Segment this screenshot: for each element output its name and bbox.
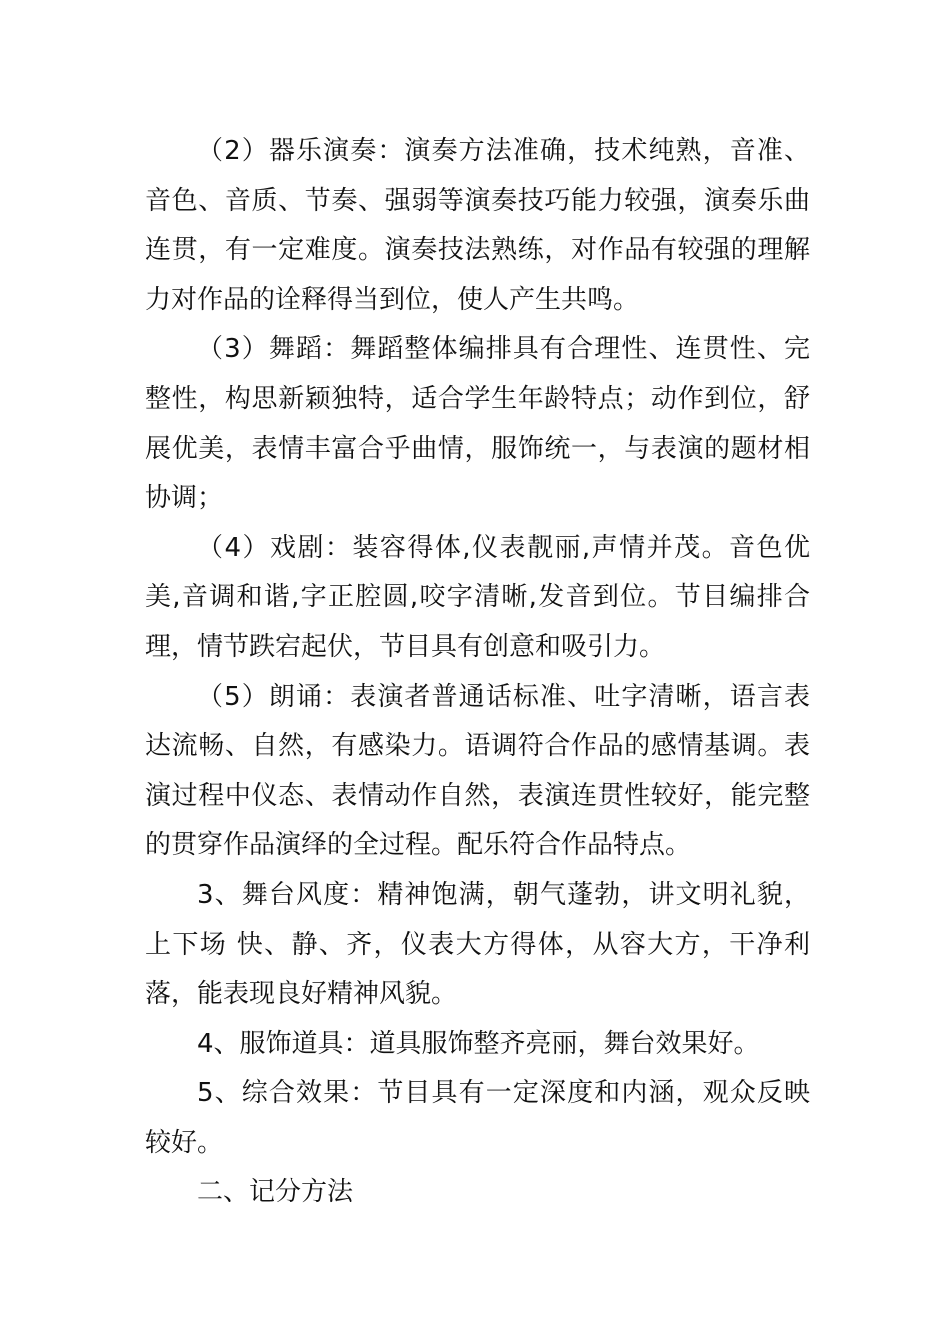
document-body [145,127,810,1218]
paragraph-drama: （4）戏剧：装容得体,仪表靓丽,声情并茂。音色优美,音调和谐,字正腔圆,咬字清晰,发音到位。节目编排合理，情节跌宕起伏，节目具有创意和吸引力。 [145,532,810,662]
paragraph-recitation: （5）朗诵：表演者普通话标准、吐字清晰，语言表达流畅、自然，有感染力。语调符合作品的感情基调。表演过程中仪态、表情动作自然，表演连贯性较好，能完整的贯穿作品演绎的全过程。配乐符合作品特点。 [145,681,810,861]
paragraph-costume-props: 4、服饰道具：道具服饰整齐亮丽，舞台效果好。 [197,1028,760,1059]
paragraph-overall-effect: 5、综合效果：节目具有一定深度和内涵，观众反映较好。 [145,1078,810,1158]
paragraph-dance: （3）舞蹈：舞蹈整体编排具有合理性、连贯性、完整性，构思新颖独特，适合学生年龄特点；动作到位，舒展优美，表情丰富合乎曲情，服饰统一，与表演的题材相协调； [145,334,810,514]
section-heading-scoring: 二、记分方法 [197,1177,354,1208]
paragraph-stage-manner: 3、舞台风度：精神饱满，朝气蓬勃，讲文明礼貌，上下场 快、静、齐，仪表大方得体，从容大方，干净利落，能表现良好精神风貌。 [145,879,810,1010]
paragraph-instrumental: （2）器乐演奏：演奏方法准确，技术纯熟，音准、音色、音质、节奏、强弱等演奏技巧能力较强，演奏乐曲连贯，有一定难度。演奏技法熟练，对作品有较强的理解力对作品的诠释得当到位，使人产生共鸣。 [145,136,810,315]
